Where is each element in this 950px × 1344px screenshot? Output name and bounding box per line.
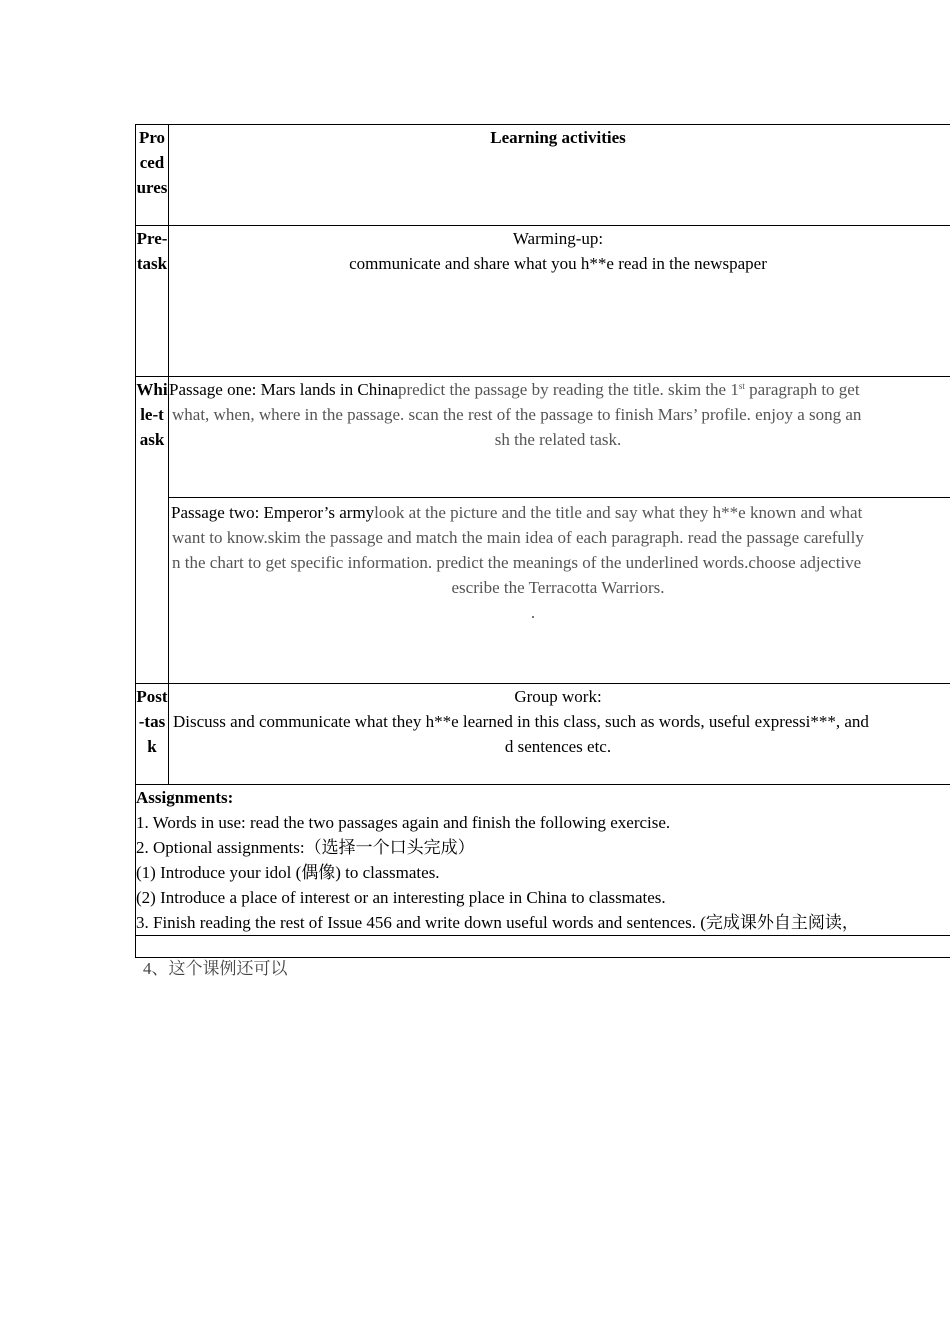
- empty-cell: [136, 936, 950, 958]
- procedures-header: Procedures: [136, 125, 169, 226]
- post-task-line-1: Discuss and communicate what they h**e learned in this class, such as words, useful expressi***, and: [173, 712, 869, 731]
- pre-task-label: Pre-task: [136, 226, 169, 377]
- passage-two-line-1: Passage two: Emperor’s armylook at the picture and the title and say what they h**e known and what: [171, 503, 863, 522]
- assignment-item: 1. Words in use: read the two passages again and finish the following exercise.: [136, 813, 671, 832]
- assignment-item: 2. Optional assignments:（选择一个口头完成）: [136, 838, 475, 857]
- passage-two-title: Passage two: Emperor’s army: [171, 503, 375, 522]
- passage-two-line-4: escribe the Terracotta Warriors.: [451, 578, 665, 597]
- post-task-label: Post-task: [136, 684, 169, 785]
- learning-activities-header: Learning activities: [169, 125, 950, 226]
- passage-one-line-1: Passage one: Mars lands in Chinapredict the passage by reading the title. skim the 1st paragraph to get: [169, 380, 860, 399]
- while-task-row-passage-two: [136, 498, 950, 684]
- post-task-line-2: d sentences etc.: [504, 737, 612, 756]
- passage-two-line-5: .: [530, 603, 536, 622]
- passage-two-cell: [169, 498, 950, 684]
- pre-task-row: [136, 226, 950, 377]
- while-task-label: While-task: [136, 377, 169, 684]
- assignments-heading: Assignments:: [136, 788, 234, 807]
- warming-up-title: Warming-up:: [512, 229, 604, 248]
- assignments-row: [136, 785, 950, 936]
- post-task-row: [136, 684, 950, 785]
- group-work-title: Group work:: [514, 687, 602, 706]
- footer-text: 4、这个课例还可以: [143, 959, 288, 978]
- passage-one-line-3: sh the related task.: [494, 430, 622, 449]
- passage-one-line-2: what, when, where in the passage. scan the rest of the passage to finish Mars’ profile. enjoy a song an: [172, 405, 862, 424]
- empty-row: [136, 936, 950, 958]
- while-task-row-passage-one: [136, 377, 950, 498]
- lesson-plan-table: [135, 124, 950, 958]
- post-task-cell: [169, 684, 950, 785]
- passage-two-line-2: want to know.skim the passage and match the main idea of each paragraph. read the passage carefully: [172, 528, 864, 547]
- passage-one-cell: [169, 377, 950, 498]
- header-row: [136, 125, 950, 226]
- passage-one-title: Passage one: Mars lands in China: [169, 380, 398, 399]
- assignment-item: (2) Introduce a place of interest or an interesting place in China to classmates.: [136, 888, 666, 907]
- pre-task-cell: [169, 226, 950, 377]
- assignments-cell: [136, 785, 950, 936]
- assignment-item: 3. Finish reading the rest of Issue 456 and write down useful words and sentences. (完成课外自主阅读，: [136, 913, 859, 932]
- passage-two-line-3: n the chart to get specific information. predict the meanings of the underlined words.choose adjective: [172, 553, 862, 572]
- assignment-item: (1) Introduce your idol (偶像) to classmates.: [136, 863, 440, 882]
- warming-up-text: communicate and share what you h**e read in the newspaper: [349, 254, 767, 273]
